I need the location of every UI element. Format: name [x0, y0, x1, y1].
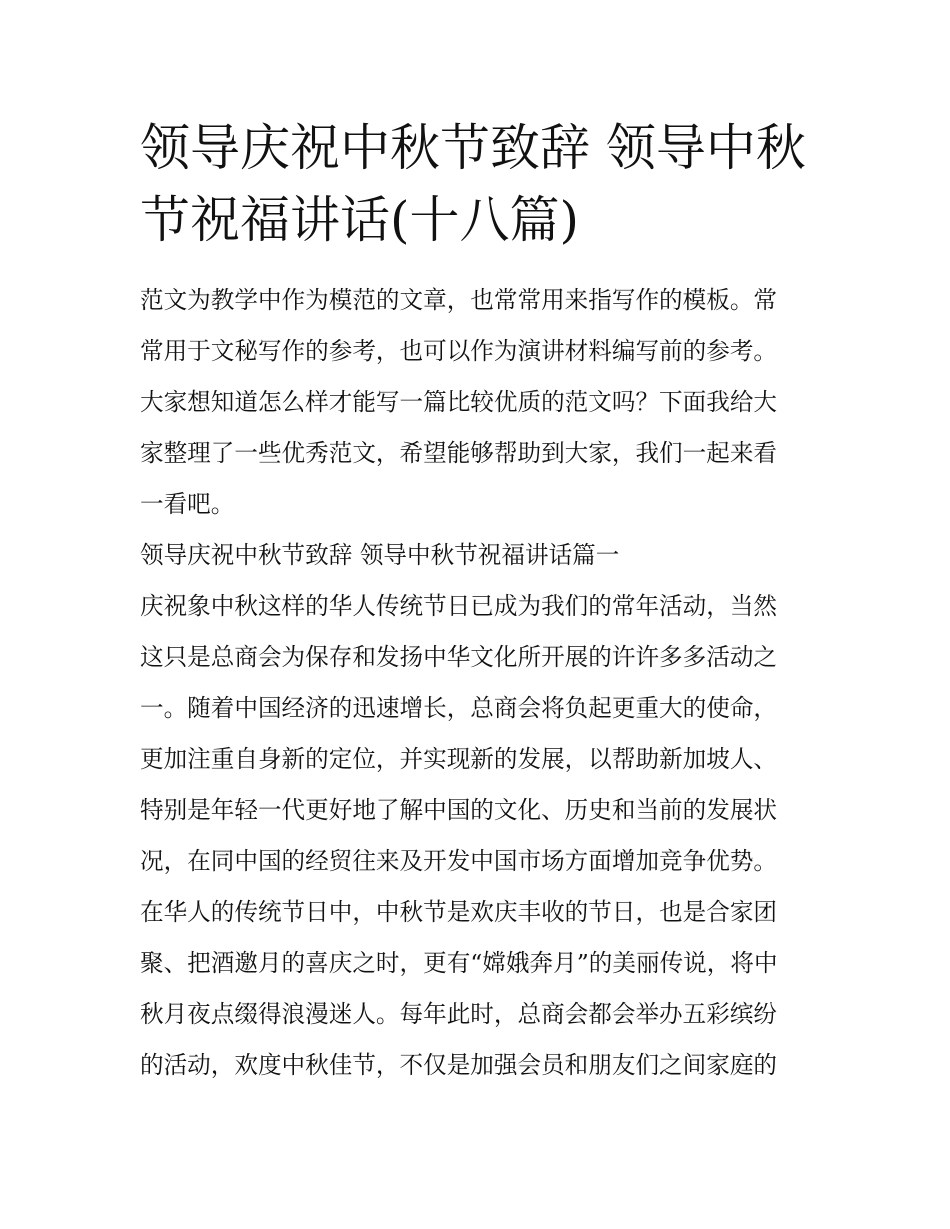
document-title: [140, 112, 820, 256]
paragraph-line-6: 况，在同中国的经贸往来及开发中国市场方面增加竞争优势。: [140, 847, 778, 875]
paragraph-line-2: 这只是总商会为保存和发扬中华文化所开展的许许多多活动之: [140, 643, 778, 671]
paragraph-line-5: 特别是年轻一代更好地了解中国的文化、历史和当前的发展状: [140, 796, 778, 824]
paragraph-line-3: 一。随着中国经济的迅速增长，总商会将负起更重大的使命，: [140, 694, 778, 722]
paragraph-line-9: 秋月夜点缀得浪漫迷人。每年此时，总商会都会举办五彩缤纷: [140, 1000, 778, 1028]
section-heading: 领导庆祝中秋节致辞 领导中秋节祝福讲话篇一: [140, 541, 620, 569]
intro-line-5: 一看吧。: [140, 490, 235, 518]
document-body: [140, 283, 812, 1099]
intro-line-2: 常用于文秘写作的参考，也可以作为演讲材料编写前的参考。: [140, 337, 778, 365]
paragraph-line-4: 更加注重自身新的定位，并实现新的发展，以帮助新加坡人、: [140, 745, 778, 773]
intro-line-3: 大家想知道怎么样才能写一篇比较优质的范文吗？下面我给大: [140, 388, 778, 416]
paragraph-line-7: 在华人的传统节日中，中秋节是欢庆丰收的节日，也是合家团: [140, 898, 778, 926]
intro-line-1: 范文为教学中作为模范的文章，也常常用来指写作的模板。常: [140, 286, 778, 314]
title-line-2: 节祝福讲话(十八篇): [140, 191, 580, 249]
intro-line-4: 家整理了一些优秀范文，希望能够帮助到大家，我们一起来看: [140, 439, 778, 467]
title-line-1: 领导庆祝中秋节致辞 领导中秋: [140, 119, 806, 177]
paragraph-line-8: 聚、把酒邀月的喜庆之时，更有“嫦娥奔月”的美丽传说，将中: [140, 949, 778, 977]
paragraph-line-1: 庆祝象中秋这样的华人传统节日已成为我们的常年活动，当然: [140, 592, 778, 620]
paragraph-line-10: 的活动，欢度中秋佳节，不仅是加强会员和朋友们之间家庭的: [140, 1051, 778, 1079]
